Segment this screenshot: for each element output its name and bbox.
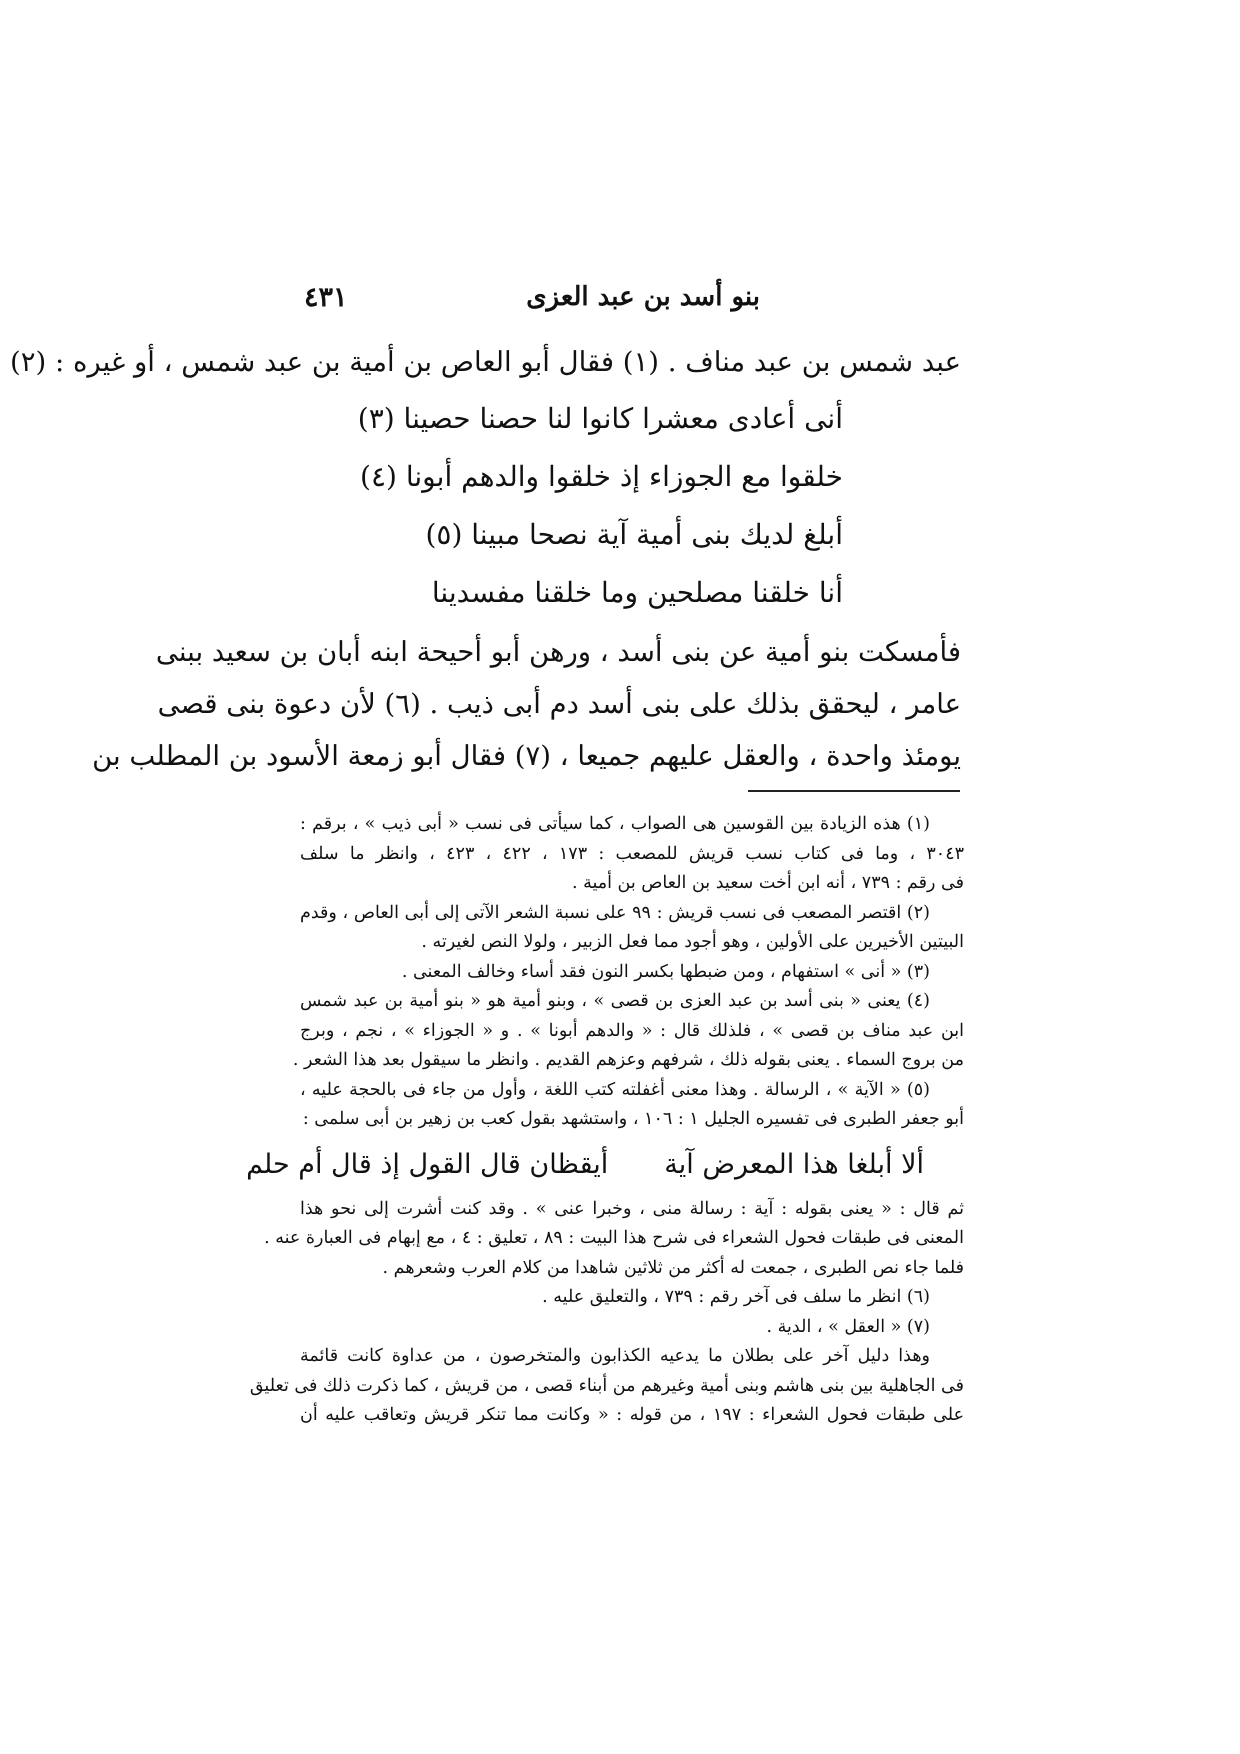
footnote-line: (٥) « الآية » ، الرسالة . وهذا معنى أغفلته كتب اللغة ، وأول من جاء فى بالحجة عليه ، [300, 1079, 930, 1100]
footnotes [246, 810, 965, 1431]
page-header [300, 272, 960, 322]
footnote-4 [292, 987, 964, 1076]
footnote-line: أبو جعفر الطبرى فى تفسيره الجليل ١ : ١٠٦ ، واستشهد بقول كعب بن زهير بن أبى سلمى : [302, 1109, 964, 1129]
main-line: عامر ، ليحقق بذلك على بنى أسد دم أبى ذيب . (٦) لأن دعوة بنى قصى [157, 688, 961, 720]
footnote-line: (٢) اقتصر المصعب فى نسب قريش : ٩٩ على نسبة الشعر الآتى إلى أبى العاص ، وقدم [300, 902, 930, 923]
footnote-7 [300, 1313, 964, 1343]
footnote-6 [300, 1283, 964, 1313]
footnote-line: (٣) « أنى » استفهام ، ومن ضبطها بكسر النون فقد أساء وخالف المعنى . [401, 961, 930, 982]
footnote-separator [748, 790, 960, 792]
footnote-line: فى رقم : ٧٣٩ ، أنه ابن أخت سعيد بن العاص بن أمية . [571, 873, 964, 893]
footnote-line: (٦) انظر ما سلف فى آخر رقم : ٧٣٩ ، والتعليق عليه . [542, 1287, 930, 1307]
footnote-2 [300, 899, 964, 958]
footnote-1 [300, 810, 964, 899]
footnote-line: ثم قال : « يعنى بقوله : آية : رسالة منى ، وخبرا عنى » . وقد كنت أشرت إلى نحو هذا [300, 1198, 964, 1219]
footnote-line: البيتين الأخيرين على الأولين ، وهو أجود مما فعل الزبير ، ولولا النص لغيرته . [421, 932, 964, 952]
footnote-line: فلما جاء نص الطبرى ، جمعت له أكثر من ثلاثين شاهدا من كلام العرب وشعرهم . [382, 1257, 964, 1278]
footnote-3 [300, 958, 964, 988]
quoted-verse [246, 1135, 964, 1195]
poem-verse: أنى أعادى معشرا كانوا لنا حصنا حصينا (٣) [357, 402, 843, 435]
main-line: عبد شمس بن عبد مناف . (١) فقال أبو العاص بن أمية بن عبد شمس ، أو غيره : (٢) [10, 346, 961, 378]
footnote-line: من بروج السماء . يعنى بقوله ذلك ، شرفهم وعزهم القديم . وانظر ما سيقول بعد هذا الشعر . [292, 1050, 964, 1070]
main-line: فأمسكت بنو أمية عن بنى أسد ، ورهن أبو أحيحة ابنه أبان بن سعيد ببنى [155, 636, 961, 668]
verse-hemistich: ألا أبلغا هذا المعرض آية [664, 1148, 924, 1180]
footnote-line: ٣٠٤٣ ، وما فى كتاب نسب قريش للمصعب : ١٧٣ ، ٤٢٢ ، ٤٢٣ ، وانظر ما سلف [300, 843, 965, 864]
footnote-line: ابن عبد مناف بن قصى » ، فلذلك قال : « والدهم أبونا » . و « الجوزاء » ، نجم ، وبرج [300, 1020, 964, 1041]
footnote-line: (١) هذه الزيادة بين القوسين هى الصواب ، كما سيأتى فى نسب « أبى ذيب » ، برقم : [300, 814, 930, 834]
page-number: ٤٣١ [304, 281, 348, 313]
footnote-line: وهذا دليل آخر على بطلان ما يدعيه الكذابون والمتخرصون ، من عداوة كانت قائمة [300, 1346, 930, 1366]
footnote-line: فى الجاهلية بين بنى هاشم وبنى أمية وغيرهم من أبناء قصى ، من قريش ، كما ذكرت ذلك فى تعليق [249, 1375, 964, 1396]
poem-verse: خلقوا مع الجوزاء إذ خلقوا والدهم أبونا (٤) [360, 460, 843, 493]
main-line: يومئذ واحدة ، والعقل عليهم جميعا ، (٧) فقال أبو زمعة الأسود بن المطلب بن [92, 740, 961, 772]
footnote-5 [246, 1076, 964, 1284]
poem [285, 390, 961, 622]
closing-note [249, 1342, 965, 1431]
footnote-line: (٤) يعنى « بنى أسد بن عبد العزى بن قصى » ، وبنو أمية هو « بنو أمية بن عبد شمس [300, 991, 930, 1011]
running-title: بنو أسد بن عبد العزى [526, 282, 760, 312]
main-text [10, 336, 961, 782]
poem-verse: أنا خلقنا مصلحين وما خلقنا مفسدينا [431, 576, 843, 609]
verse-hemistich: أيقظان قال القول إذ قال أم حلم [246, 1148, 609, 1180]
footnote-line: المعنى فى طبقات فحول الشعراء فى شرح هذا البيت : ٨٩ ، تعليق : ٤ ، مع إبهام فى العبارة عنه . [264, 1228, 964, 1248]
poem-verse: أبلغ لديك بنى أمية آية نصحا مبينا (٥) [425, 518, 843, 551]
footnote-line: على طبقات فحول الشعراء : ١٩٧ ، من قوله : « وكانت مما تنكر قريش وتعاقب عليه أن [300, 1405, 965, 1425]
footnote-line: (٧) « العقل » ، الدية . [766, 1316, 930, 1337]
